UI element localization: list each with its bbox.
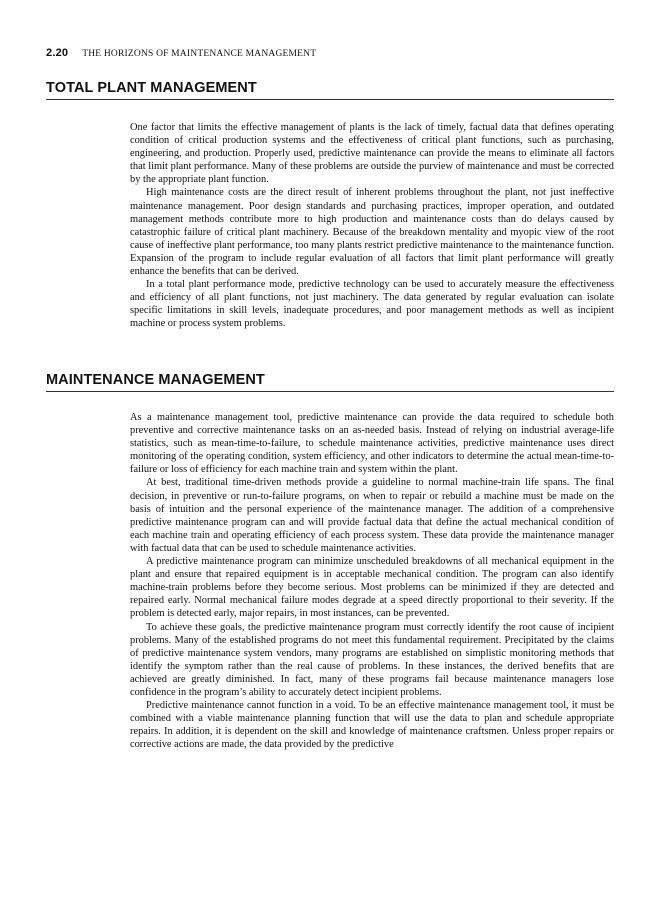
paragraph: As a maintenance management tool, predictive maintenance can provide the data required to schedule both preventive and corrective maintenance tasks on an as-needed basis. Instead of relying on industrial average-life statistics, such as mean-time-to-failure, to schedule maintenance activities, predictive maintenance uses direct monitoring of the operating condition, system efficiency, and other indicators to determine the actual mean-time-to-failure or loss of efficiency for each machine train and system within the plant. (130, 412, 614, 476)
page-number: 2.20 (46, 47, 69, 59)
paragraph: A predictive maintenance program can minimize unscheduled breakdowns of all mechanical equipment in the plant and ensure that repaired equipment is in acceptable mechanical condition. The program can also identify machine-train problems before they become serious. Most problems can be minimized if they are detected and repaired early. Normal mechanical failure modes degrade at a speed directly proportional to their severity. If the problem is detected early, major repairs, in most instances, can be prevented. (130, 556, 614, 620)
section-body (130, 121, 614, 331)
paragraph: To achieve these goals, the predictive maintenance program must correctly identify the root cause of incipient problems. Many of the established programs do not meet this fundamental requirement. Precipitated by the claims of predictive maintenance system vendors, many programs are established on simplistic monitoring methods that identify the symptom rather than the real cause of problems. In these instances, the derived benefits that are achieved are greatly diminished. In fact, many of these programs fail because maintenance managers lose confidence in the program’s ability to accurately detect incipient problems. (130, 621, 614, 698)
paragraph: High maintenance costs are the direct result of inherent problems throughout the plant, not just ineffective maintenance management. Poor design standards and purchasing practices, improper operation, and outdated management methods contribute more to high production and maintenance costs than do delays caused by catastrophic failure of critical plant machinery. Because of the breakdown mentality and myopic view of the root cause of ineffective plant performance, too many plants restrict predictive maintenance to the maintenance function. Expansion of the program to include regular evaluation of all factors that limit plant performance will greatly enhance the benefits that can be derived. (130, 187, 614, 278)
section-maintenance-management (46, 372, 614, 751)
paragraph: In a total plant performance mode, predictive technology can be used to accurately measure the effectiveness and efficiency of all plant functions, not just machinery. The data generated by regular evaluation can isolate specific limitations in skill levels, inadequate procedures, and poor management methods as well as incipient machine or process system problems. (130, 279, 614, 330)
running-head (46, 47, 316, 59)
paragraph: Predictive maintenance cannot function in a void. To be an effective maintenance management tool, it must be combined with a viable maintenance planning function that will use the data to plan and schedule appropriate repairs. In addition, it is dependent on the skill and knowledge of maintenance craftsmen. Unless proper repairs or corrective actions are made, the data provided by the predictive (130, 700, 614, 751)
running-title: THE HORIZONS OF MAINTENANCE MANAGEMENT (82, 49, 317, 59)
section-body (130, 411, 614, 751)
paragraph: At best, traditional time-driven methods provide a guideline to normal machine-train life spans. The final decision, in preventive or run-to-failure programs, on when to repair or rebuild a machine must be made on the basis of intuition and the personal experience of the maintenance manager. The addition of a comprehensive predictive maintenance program can and will provide factual data that define the actual mechanical condition of each machine train and operating efficiency of each process system. These data provide the maintenance manager with factual data that can be used to schedule maintenance activities. (130, 477, 614, 554)
paragraph: One factor that limits the effective management of plants is the lack of timely, factual data that defines operating condition of critical production systems and the effectiveness of critical plant functions, such as purchasing, engineering, and production. Properly used, predictive maintenance can provide the means to eliminate all factors that limit plant performance. Many of these problems are outside the purview of maintenance and must be corrected by the appropriate plant function. (130, 122, 614, 186)
section-heading: TOTAL PLANT MANAGEMENT (46, 80, 614, 100)
section-heading: MAINTENANCE MANAGEMENT (46, 372, 614, 392)
section-total-plant-management (46, 80, 614, 331)
